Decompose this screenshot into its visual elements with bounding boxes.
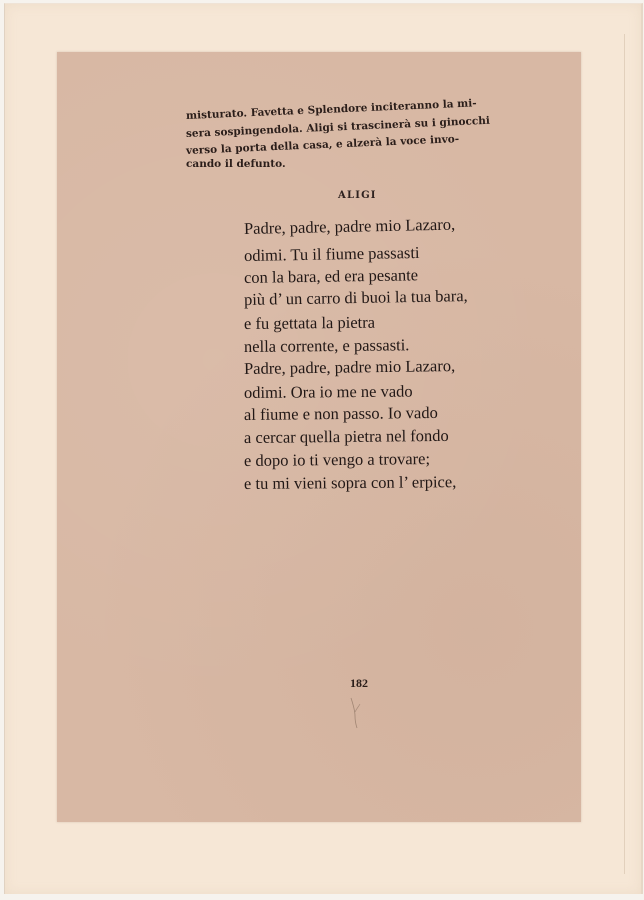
- pencil-mark-icon: [349, 694, 361, 730]
- verse-line: con la bara, ed era pesante: [243, 265, 419, 287]
- verse-line: odimi. Ora io me ne vado: [243, 381, 413, 402]
- verse-line: più d’ un carro di buoi la tua bara,: [243, 286, 468, 309]
- page-number: 182: [350, 676, 368, 690]
- verse-line: Padre, padre, padre mio Lazaro,: [243, 356, 456, 378]
- verse-line: Padre, padre, padre mio Lazaro,: [243, 214, 456, 238]
- verse-line: e fu gettata la pietra: [243, 312, 376, 333]
- verse-line: al fiume e non passo. Io vado: [243, 402, 438, 424]
- stage-direction-line: verso la porta della casa, e alzerà la voce invo-: [185, 133, 460, 157]
- verse-line: odimi. Tu il fiume passasti: [243, 242, 420, 265]
- stage-direction-line: sera sospingendola. Aligi si trascinerà su i ginocchi: [185, 114, 491, 140]
- mount-fold-line: [624, 34, 625, 874]
- verse-line: a cercar quella pietra nel fondo: [243, 425, 449, 447]
- verse-line: e dopo io ti vengo a trovare;: [243, 449, 431, 470]
- speaker-name: ALIGI: [338, 190, 377, 201]
- verse-line: e tu mi vieni sopra con l’ erpice,: [243, 472, 457, 493]
- stage-direction-line: cando il defunto.: [186, 158, 286, 170]
- stage-direction-line: misturato. Favetta e Splendore inciteranno la mi-: [185, 97, 477, 122]
- verse-line: nella corrente, e passasti.: [243, 335, 410, 356]
